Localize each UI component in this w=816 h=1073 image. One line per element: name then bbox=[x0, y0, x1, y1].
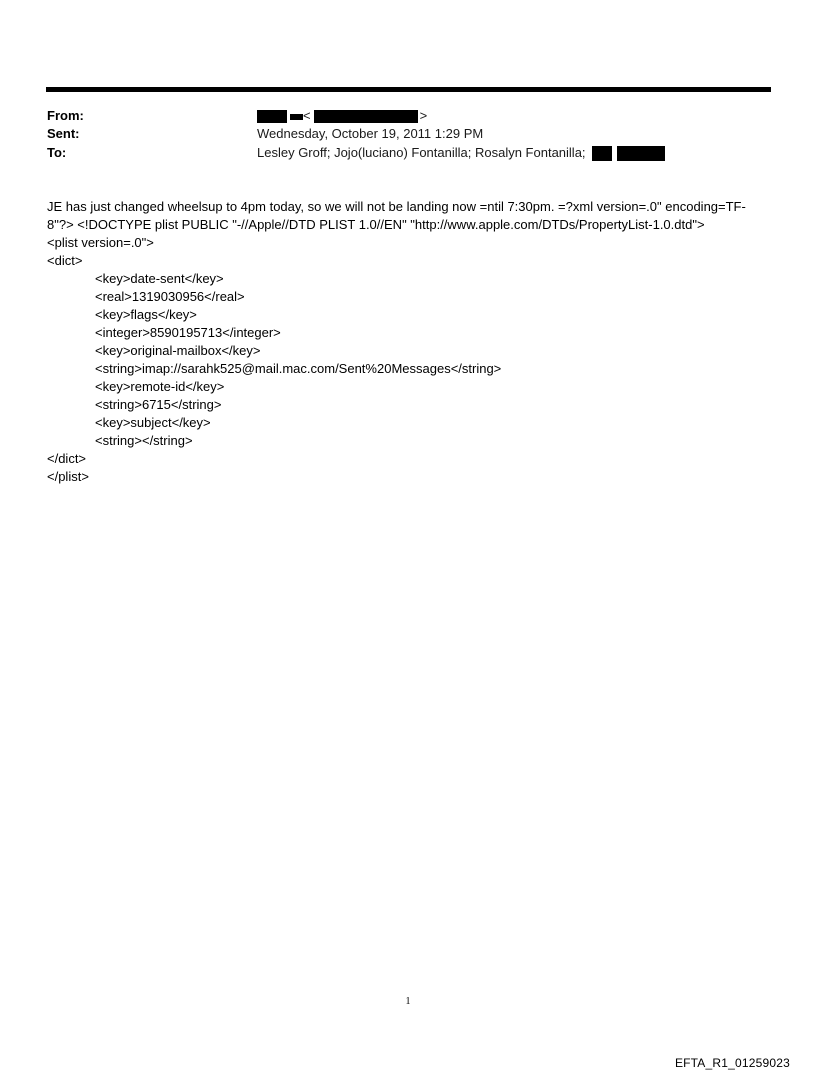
body-line: <key>flags</key> bbox=[95, 307, 197, 322]
body-line: <key>date-sent</key> bbox=[95, 271, 224, 286]
sent-value: Wednesday, October 19, 2011 1:29 PM bbox=[257, 126, 484, 141]
body-line: <string>6715</string> bbox=[95, 397, 222, 412]
from-bracket-close: > bbox=[419, 108, 428, 123]
from-value bbox=[257, 107, 427, 125]
redaction-block bbox=[314, 110, 418, 123]
body-line: <key>original-mailbox</key> bbox=[95, 343, 261, 358]
body-line: <dict> bbox=[47, 253, 83, 268]
document-id: EFTA_R1_01259023 bbox=[674, 1056, 790, 1070]
from-bracket-open: < bbox=[303, 108, 311, 123]
body-line: <key>remote-id</key> bbox=[95, 379, 225, 394]
body-line: </plist> bbox=[47, 469, 89, 484]
redaction-block bbox=[617, 146, 665, 161]
header-rule bbox=[46, 87, 771, 92]
sent-label: Sent: bbox=[47, 126, 80, 141]
redaction-block bbox=[290, 114, 303, 120]
to-value-wrapper bbox=[257, 144, 665, 162]
sent-row bbox=[47, 125, 772, 143]
body-line: <string>imap://sarahk525@mail.mac.com/Sent%20Messages</string> bbox=[95, 361, 502, 376]
body-line: 8"?> <!DOCTYPE plist PUBLIC "-//Apple//DTD PLIST 1.0//EN" "http://www.apple.com/DTDs/PropertyList-1.0.dtd"> bbox=[47, 217, 705, 232]
body-line: <key>subject</key> bbox=[95, 415, 211, 430]
body-line: JE has just changed wheelsup to 4pm today, so we will not be landing now =ntil 7:30pm. =?xml version=.0" encoding=TF- bbox=[47, 199, 746, 214]
body-line: </dict> bbox=[47, 451, 87, 466]
page-number: 1 bbox=[405, 996, 411, 1007]
to-label: To: bbox=[47, 145, 67, 160]
body-line: <integer>8590195713</integer> bbox=[95, 325, 281, 340]
redaction-block bbox=[592, 146, 612, 161]
to-value: Lesley Groff; Jojo(luciano) Fontanilla; Rosalyn Fontanilla; bbox=[257, 145, 586, 160]
from-label: From: bbox=[47, 108, 84, 123]
body-line: <string></string> bbox=[95, 433, 193, 448]
to-row bbox=[47, 144, 772, 162]
from-row bbox=[47, 107, 772, 125]
email-body bbox=[47, 198, 777, 486]
redaction-block bbox=[257, 110, 287, 123]
body-line: <plist version=.0"> bbox=[47, 235, 154, 250]
body-line: <real>1319030956</real> bbox=[95, 289, 245, 304]
